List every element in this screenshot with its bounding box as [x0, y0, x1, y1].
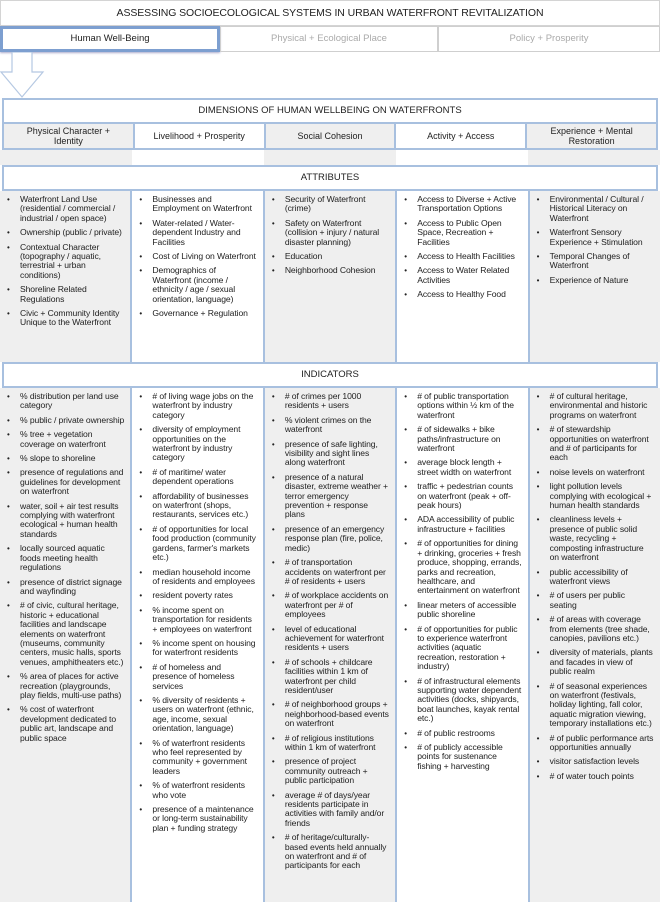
attribute-item: • Ownership (public / private)	[5, 228, 124, 237]
attribute-item: • Temporal Changes of Waterfront	[535, 252, 654, 271]
indicator-item: • # of heritage/culturally-based events held annually on waterfront and # of participants for each	[270, 833, 389, 871]
indicator-item: • % distribution per land use category	[5, 392, 124, 411]
indicator-item: • traffic + pedestrian counts on waterfront (peak + off-peak hours)	[402, 482, 521, 510]
indicator-item: • diversity of employment opportunities on the waterfront by industry category	[137, 425, 256, 463]
indicator-item: • # of cultural heritage, environmental and historic programs on waterfront	[535, 392, 654, 420]
indicator-item: • public accessibility of waterfront views	[535, 568, 654, 587]
indicator-item: • # of publicly accessible points for sustenance fishing + harvesting	[402, 743, 521, 771]
indicator-list	[5, 392, 124, 743]
attribute-list	[5, 195, 124, 328]
attribute-item: • Environmental / Cultural / Historical Literacy on Waterfront	[535, 195, 654, 223]
indicators-heading: INDICATORS	[2, 362, 658, 388]
indicator-item: • # of public transportation options within ½ km of the waterfront	[402, 392, 521, 420]
attribute-column	[397, 191, 529, 362]
attribute-list	[137, 195, 256, 318]
indicator-item: • % cost of waterfront development dedicated to public art, landscape and public space	[5, 705, 124, 743]
down-arrow-icon	[0, 52, 46, 98]
indicator-item: • % area of places for active recreation (playgrounds, play fields, multi-use paths)	[5, 672, 124, 700]
indicator-item: • % tree + vegetation coverage on waterfront	[5, 430, 124, 449]
indicator-item: • # of users per public seating	[535, 591, 654, 610]
dimensions-heading: DIMENSIONS OF HUMAN WELLBEING ON WATERFRONTS	[2, 98, 658, 124]
indicator-item: • average block length + street width on waterfront	[402, 458, 521, 477]
attribute-item: • Water-related / Water-dependent Industry and Facilities	[137, 219, 256, 247]
dimensions-row	[2, 124, 658, 150]
indicator-item: • # of infrastructural elements supporting water dependent activities (docks, shipyards, boat launches, kayak rental etc.)	[402, 677, 521, 724]
indicator-item: • water, soil + air test results complying with waterfront ecological + human health standards	[5, 502, 124, 540]
attribute-item: • Access to Water Related Activities	[402, 266, 521, 285]
indicator-item: • # of public performance arts opportunities annually	[535, 734, 654, 753]
attribute-column	[0, 191, 132, 362]
dimension-physical-character: Physical Character + Identity	[4, 124, 135, 148]
indicator-item: • # of opportunities for local food production (community gardens, farmer's markets etc.)	[137, 525, 256, 563]
attribute-item: • Security of Waterfront (crime)	[270, 195, 389, 214]
attribute-column	[132, 191, 264, 362]
attribute-item: • Safety on Waterfront (collision + injury / natural disaster planning)	[270, 219, 389, 247]
attribute-column	[530, 191, 660, 362]
indicator-item: • # of stewardship opportunities on waterfront and # of participants for each	[535, 425, 654, 463]
indicator-item: • # of public restrooms	[402, 729, 521, 738]
indicator-list	[535, 392, 654, 781]
attribute-list	[535, 195, 654, 285]
dimension-social-cohesion: Social Cohesion	[266, 124, 397, 148]
indicator-item: • # of crimes per 1000 residents + users	[270, 392, 389, 411]
indicator-item: • cleanliness levels + presence of public solid waste, recycling + composting infrastructure on waterfront	[535, 515, 654, 562]
dimension-livelihood: Livelihood + Prosperity	[135, 124, 266, 148]
indicator-item: • % public / private ownership	[5, 416, 124, 425]
indicator-column	[397, 388, 529, 902]
attribute-list	[402, 195, 521, 300]
attribute-item: • Governance + Regulation	[137, 309, 256, 318]
attribute-item: • Waterfront Sensory Experience + Stimulation	[535, 228, 654, 247]
attribute-item: • Demographics of Waterfront (income / ethnicity / age / sexual orientation, language)	[137, 266, 256, 304]
indicator-item: • light pollution levels complying with ecological + human health standards	[535, 482, 654, 510]
dimension-experience: Experience + Mental Restoration	[527, 124, 656, 148]
indicator-item: • % of waterfront residents who vote	[137, 781, 256, 800]
indicator-item: • # of civic, cultural heritage, historic + educational facilities and landscape elements on waterfront (museums, community centers, music halls, sports venues, amphitheaters etc.)	[5, 601, 124, 667]
indicator-item: • % violent crimes on the waterfront	[270, 416, 389, 435]
attribute-list	[270, 195, 389, 276]
indicator-item: • ADA accessibility of public infrastructure + facilities	[402, 515, 521, 534]
indicator-item: • % of waterfront residents who feel represented by community + government leaders	[137, 739, 256, 777]
attribute-item: • Shoreline Related Regulations	[5, 285, 124, 304]
attributes-heading: ATTRIBUTES	[2, 165, 658, 191]
indicator-item: • visitor satisfaction levels	[535, 757, 654, 766]
indicator-item: • level of educational achievement for waterfront residents + users	[270, 625, 389, 653]
indicator-item: • # of seasonal experiences on waterfront (festivals, holiday lighting, fall color, aquatic migration viewing, temporary installations etc.)	[535, 682, 654, 729]
indicator-item: • # of religious institutions within 1 km of waterfront	[270, 734, 389, 753]
indicator-column	[530, 388, 660, 902]
indicator-item: • # of areas with coverage from elements (tree shade, canopies, pavilions etc.)	[535, 615, 654, 643]
indicator-item: • linear meters of accessible public shoreline	[402, 601, 521, 620]
indicator-column	[132, 388, 264, 902]
indicator-item: • presence of a maintenance or long-term sustainability plan + funding strategy	[137, 805, 256, 833]
indicator-column	[0, 388, 132, 902]
attribute-item: • Waterfront Land Use (residential / commercial / industrial / open space)	[5, 195, 124, 223]
indicator-item: • % income spent on transportation for residents + employees on waterfront	[137, 606, 256, 634]
attribute-item: • Civic + Community Identity Unique to the Waterfront	[5, 309, 124, 328]
attribute-item: • Access to Healthy Food	[402, 290, 521, 299]
indicator-item: • # of transportation accidents on waterfront per # of residents + users	[270, 558, 389, 586]
tab-policy-prosperity[interactable]: Policy + Prosperity	[438, 26, 660, 52]
indicator-item: • presence of project community outreach + public participation	[270, 757, 389, 785]
indicator-item: • presence of regulations and guidelines for development on waterfront	[5, 468, 124, 496]
indicator-item: • locally sourced aquatic foods meeting health regulations	[5, 544, 124, 572]
indicator-column	[265, 388, 397, 902]
indicator-item: • # of water touch points	[535, 772, 654, 781]
indicator-item: • # of schools + childcare facilities within 1 km of waterfront per child resident/user	[270, 658, 389, 696]
indicators-columns	[0, 388, 660, 902]
indicator-item: • noise levels on waterfront	[535, 468, 654, 477]
indicator-item: • # of living wage jobs on the waterfront by industry category	[137, 392, 256, 420]
attribute-item: • Access to Diverse + Active Transportation Options	[402, 195, 521, 214]
indicator-list	[137, 392, 256, 833]
indicator-item: • % slope to shoreline	[5, 454, 124, 463]
indicator-list	[270, 392, 389, 871]
indicator-item: • # of opportunities for dining + drinking, groceries + fresh produce, shopping, errands, parks and recreation, healthcare, and entertainment on waterfront	[402, 539, 521, 595]
indicator-item: • # of homeless and presence of homeless services	[137, 663, 256, 691]
attribute-item: • Cost of Living on Waterfront	[137, 252, 256, 261]
indicator-item: • % diversity of residents + users on waterfront (ethnic, age, income, sexual orientation, language)	[137, 696, 256, 734]
attribute-item: • Businesses and Employment on Waterfront	[137, 195, 256, 214]
indicator-item: • # of maritime/ water dependent operations	[137, 468, 256, 487]
indicator-item: • average # of days/year residents participate in activities with family and/or friends	[270, 791, 389, 829]
indicator-item: • presence of a natural disaster, extreme weather + terror emergency prevention + response plans	[270, 473, 389, 520]
attribute-item: • Access to Public Open Space, Recreation + Facilities	[402, 219, 521, 247]
attribute-item: • Neighborhood Cohesion	[270, 266, 389, 275]
indicator-item: • presence of district signage and wayfinding	[5, 578, 124, 597]
indicator-item: • presence of safe lighting, visibility and sight lines along waterfront	[270, 440, 389, 468]
indicator-item: • resident poverty rates	[137, 591, 256, 600]
indicator-item: • % income spent on housing for waterfront residents	[137, 639, 256, 658]
indicator-item: • # of neighborhood groups + neighborhood-based events on waterfront	[270, 700, 389, 728]
attribute-item: • Contextual Character (topography / aquatic, terrestrial + urban conditions)	[5, 243, 124, 281]
tab-human-well-being[interactable]: Human Well-Being	[0, 26, 220, 52]
framework-title: ASSESSING SOCIOECOLOGICAL SYSTEMS IN URBAN WATERFRONT REVITALIZATION	[0, 0, 660, 26]
indicator-item: • # of sidewalks + bike paths/infrastructure on waterfront	[402, 425, 521, 453]
tab-physical-ecological-place[interactable]: Physical + Ecological Place	[220, 26, 438, 52]
indicator-item: • # of opportunities for public to experience waterfront activities (aquatic recreation, restoration + industry)	[402, 625, 521, 672]
indicator-item: • presence of an emergency response plan (fire, police, medic)	[270, 525, 389, 553]
indicator-item: • median household income of residents and employees	[137, 568, 256, 587]
indicator-list	[402, 392, 521, 771]
attribute-column	[265, 191, 397, 362]
indicator-item: • # of workplace accidents on waterfront per # of employees	[270, 591, 389, 619]
dimension-activity-access: Activity + Access	[396, 124, 527, 148]
attribute-item: • Education	[270, 252, 389, 261]
indicator-item: • diversity of materials, plants and facades in view of public realm	[535, 648, 654, 676]
attribute-item: • Access to Health Facilities	[402, 252, 521, 261]
attributes-columns	[0, 191, 660, 362]
category-tabs	[0, 26, 660, 52]
attribute-item: • Experience of Nature	[535, 276, 654, 285]
indicator-item: • affordability of businesses on waterfront (shops, restaurants, services etc.)	[137, 492, 256, 520]
column-spacer	[0, 150, 660, 165]
